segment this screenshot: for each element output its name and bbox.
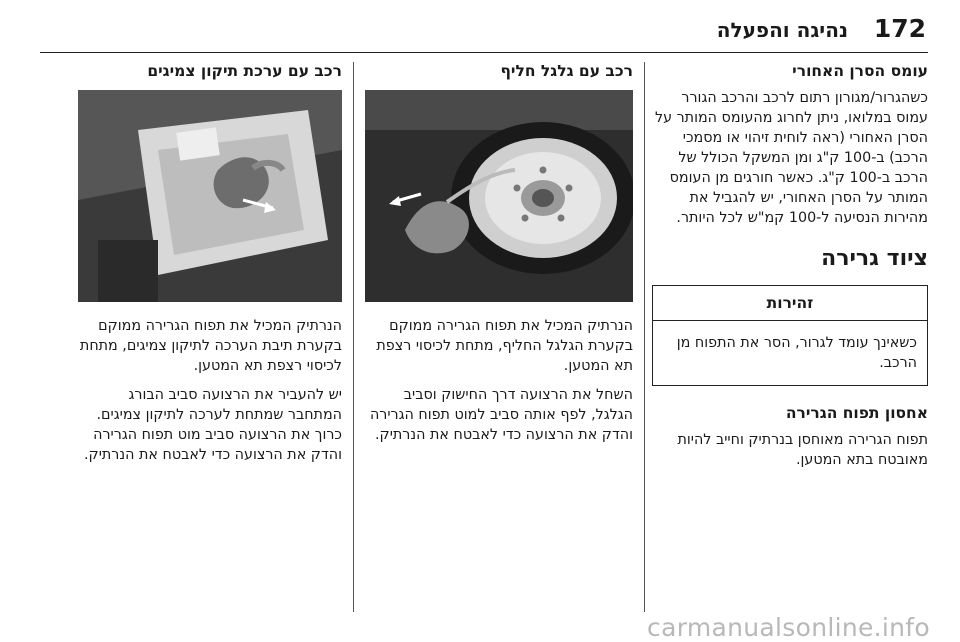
repair-kit-text-1: הנרתיק המכיל את תפוח הגרירה ממוקם בקערת תיבת הערכה לתיקון צמיגים, מתחת לכיסוי רצפת תא המטען.: [79, 318, 342, 374]
spare-wheel-photo: [365, 90, 633, 302]
spare-wheel-text-2: השחל את הרצועה דרך החישוק וסביב הגלגל, לפף אותה סביב למוט תפוח הגרירה והדק את הרצועה כדי לאבטח את הנרתיק.: [369, 387, 633, 443]
caution-box: [652, 285, 928, 386]
caution-title: זהירות: [653, 286, 927, 321]
repair-kit-heading: רכב עם ערכת תיקון צמיגים: [147, 62, 342, 80]
towing-equipment-heading: ציוד גרירה: [821, 246, 928, 271]
storage-heading: אחסון תפוח הגרירה: [785, 404, 928, 422]
middle-column: [365, 62, 633, 454]
repair-kit-text-2: יש להעביר את הרצועה סביב הבורג המתחבר שמתחת לערכה לתיקון צמיגים. כרוך את הרצועה סביב מוט תפוח הגרירה והדק את הרצועה כדי לאבטח את הנרתיק.: [84, 387, 342, 463]
column-divider: [353, 62, 354, 612]
caution-text: כשאינך עומד לגרור, הסר את התפוח מן הרכב.: [676, 335, 917, 371]
left-column: [78, 62, 342, 474]
storage-text: תפוח הגרירה מאוחסן בנרתיק וחייב להיות מאובטח בתא המטען.: [677, 432, 928, 468]
rear-axle-load-heading: עומס הסרן האחורי: [792, 62, 928, 80]
repair-kit-photo: [78, 90, 342, 302]
page-number: 172: [873, 14, 926, 43]
watermark: carmanualsonline.info: [647, 613, 930, 642]
right-column: [652, 62, 928, 479]
page-header: [40, 14, 928, 53]
column-divider: [644, 62, 645, 612]
section-title: נהיגה והפעלה: [716, 18, 848, 42]
rear-axle-load-text: כשהגרור/מגורון רתום לרכב והרכב הגורר עמוס במלואו, ניתן לחרוג מהעומס המותר על הסרן האחורי (ראה לוחית זיהוי או מסמכי הרכב) ב-100 ק"ג ומן המשקל הכולל של הרכב ב-100 ק"ג. כאשר חורגים מן העומס המותר על הסרן האחורי, יש להגביל את מהירות הנסיעה ל-100 קמ"ש לכל היותר.: [654, 90, 928, 226]
spare-wheel-heading: רכב עם גלגל חליף: [500, 62, 633, 80]
spare-wheel-text-1: הנרתיק המכיל את תפוח הגרירה ממוקם בקערת הגלגל החליף, מתחת לכיסוי רצפת תא המטען.: [376, 318, 633, 374]
